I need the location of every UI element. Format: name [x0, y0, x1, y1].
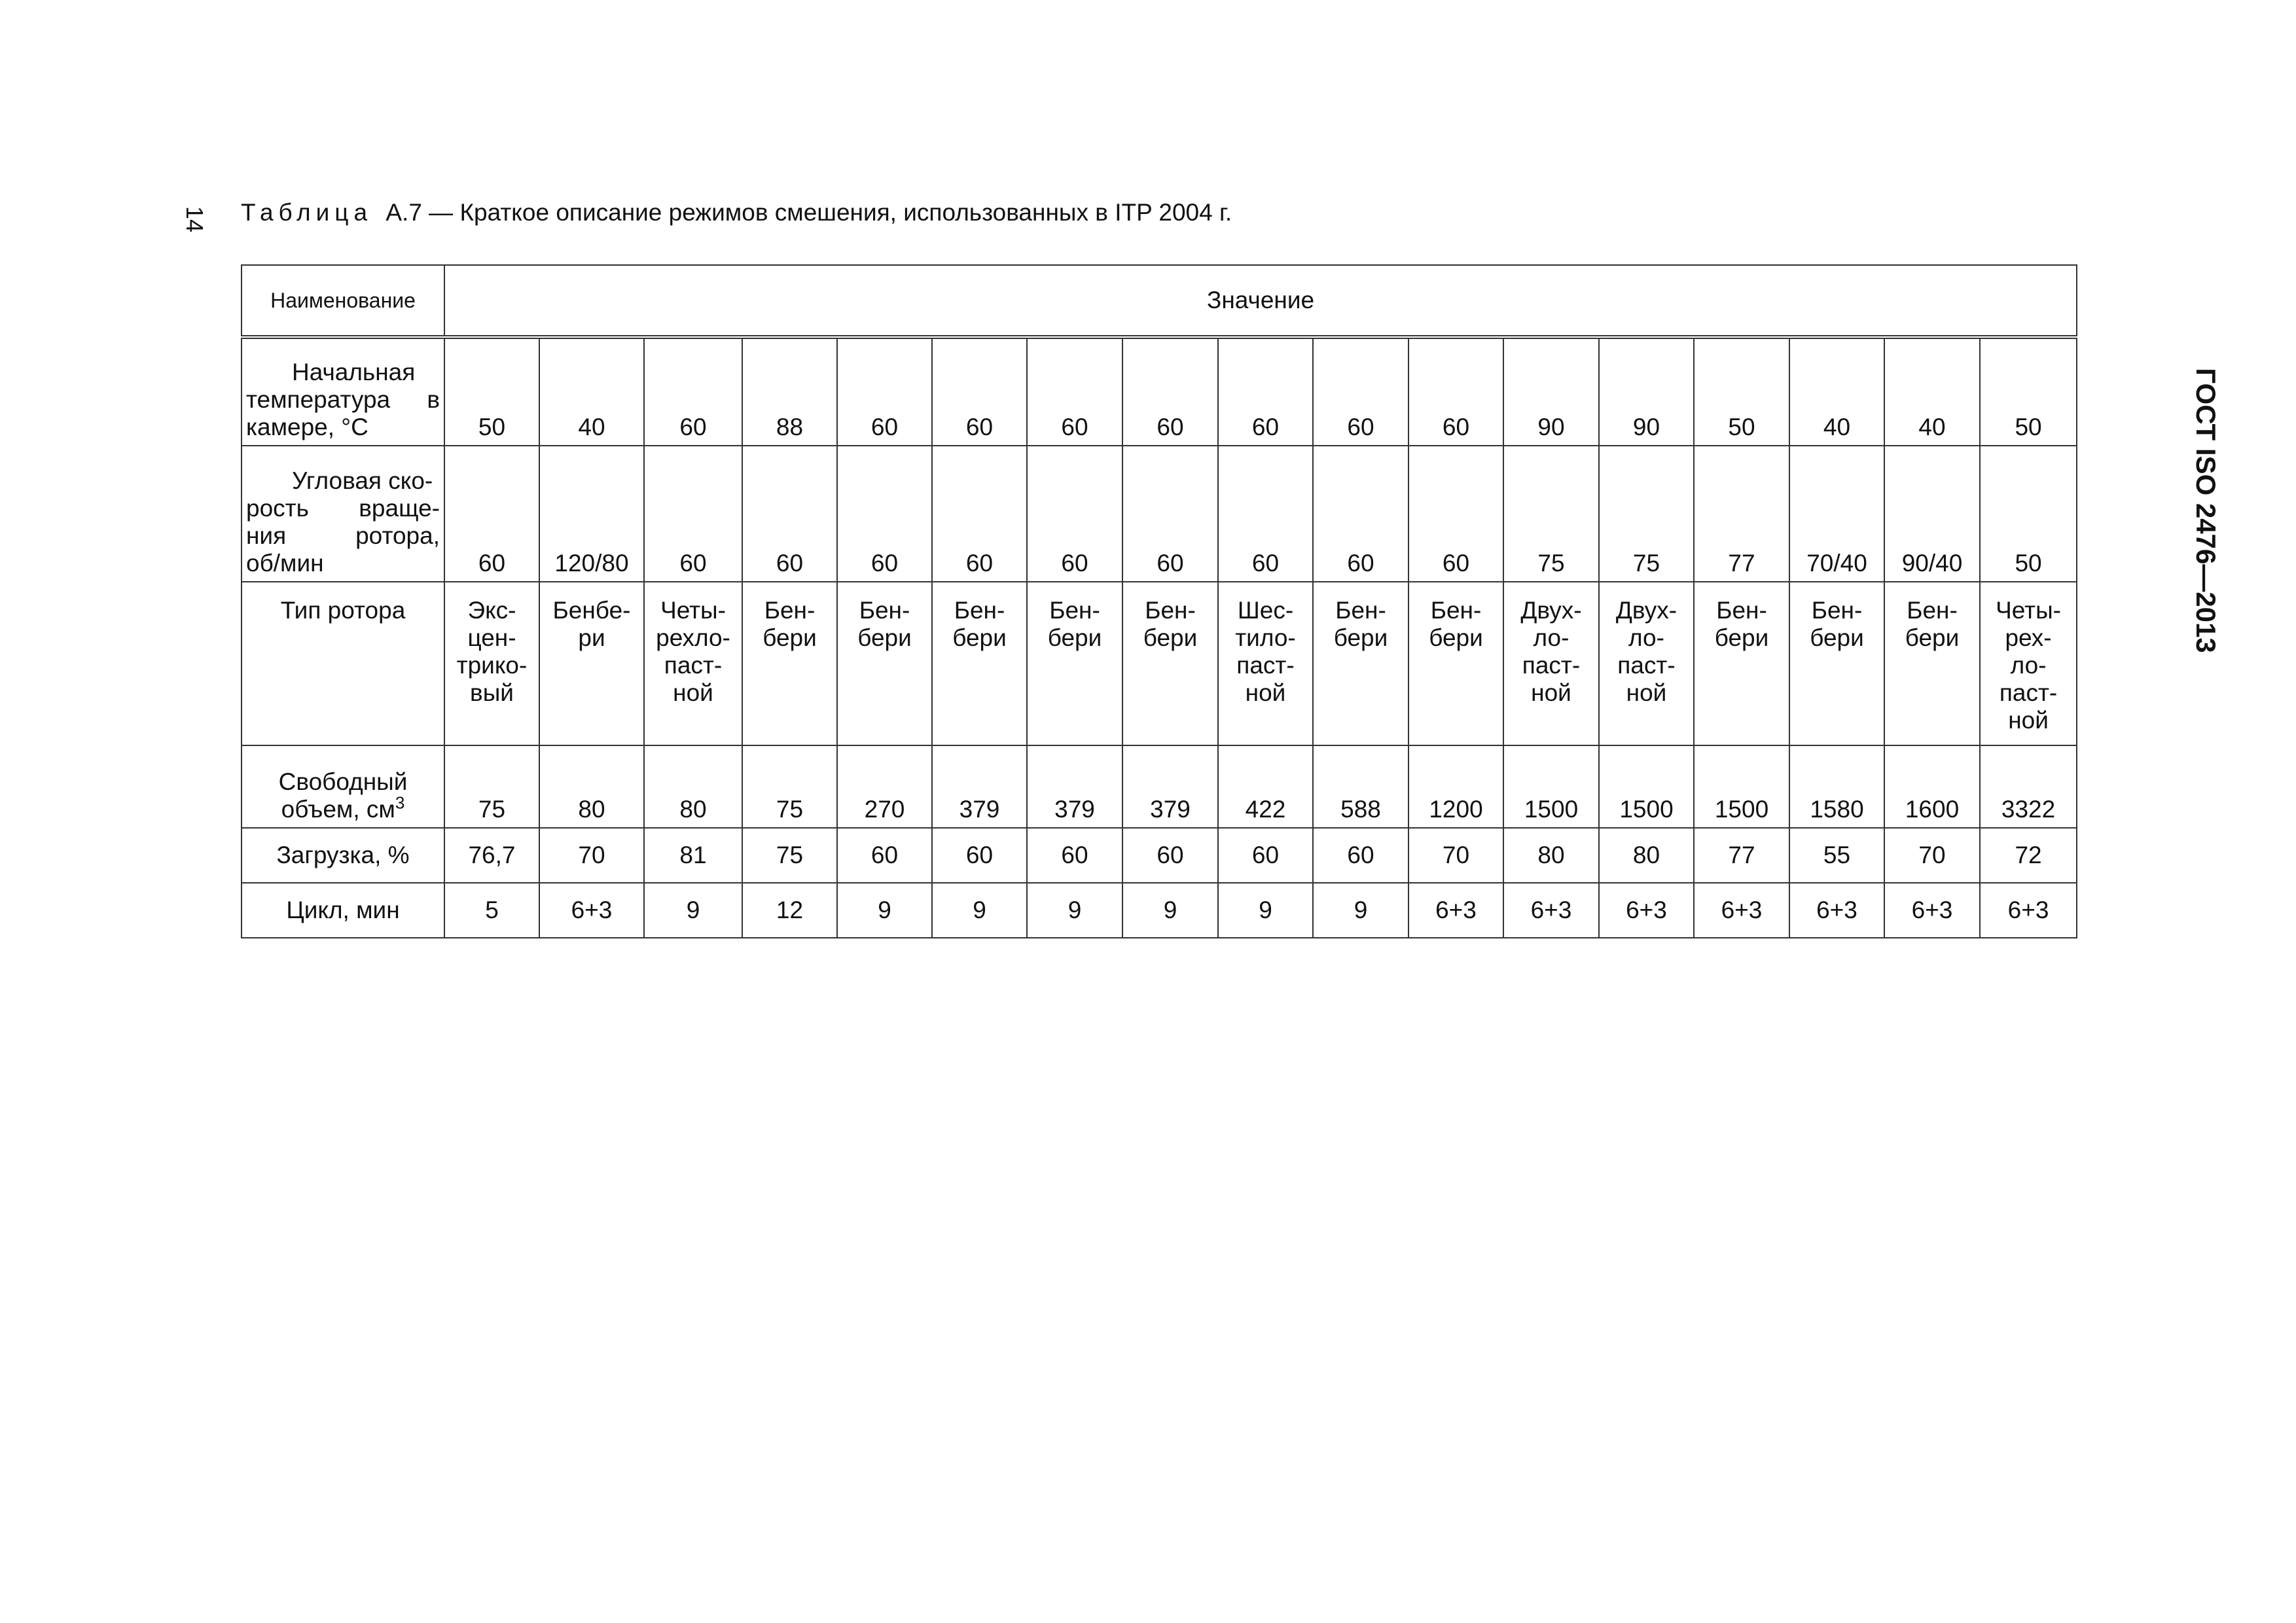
value-line: бери	[952, 624, 1007, 651]
row-load	[242, 828, 2077, 883]
value-cell	[932, 582, 1027, 745]
value-cell: 1500	[1599, 745, 1694, 828]
value-cell: 9	[837, 883, 932, 938]
value-cell: 70	[1884, 828, 1980, 883]
value-cell	[539, 582, 644, 745]
value-cell	[1503, 582, 1599, 745]
value-cell: 80	[539, 745, 644, 828]
value-line: Бен-	[1049, 597, 1100, 624]
row-rotor-type	[242, 582, 2077, 745]
value-line: ной	[1626, 679, 1667, 706]
value-cell: 9	[932, 883, 1027, 938]
value-cell	[1408, 582, 1503, 745]
mixing-modes-table	[241, 264, 2077, 938]
value-cell: 70	[539, 828, 644, 883]
value-cell: 60	[1408, 337, 1503, 446]
value-cell: 60	[1122, 828, 1218, 883]
value-cell: 120/80	[539, 446, 644, 582]
value-cell: 77	[1694, 828, 1789, 883]
value-line: паст-	[664, 652, 723, 679]
row-label-line: рость враще-	[246, 495, 440, 522]
value-line: Бенбе-	[552, 597, 631, 624]
value-cell: 50	[1980, 446, 2077, 582]
value-cell	[1122, 582, 1218, 745]
value-cell	[1313, 582, 1408, 745]
value-cell: 379	[1122, 745, 1218, 828]
value-cell: 90	[1503, 337, 1599, 446]
value-cell: 6+3	[1408, 883, 1503, 938]
value-line: ри	[578, 624, 605, 651]
value-line: паст-	[1617, 652, 1676, 679]
header-name: Наименование	[242, 265, 444, 337]
value-cell: 60	[742, 446, 837, 582]
row-label-line: Свободный	[278, 768, 408, 795]
value-cell: 60	[1218, 828, 1313, 883]
value-line: Бен-	[1716, 597, 1767, 624]
value-cell: 9	[644, 883, 742, 938]
value-cell: 6+3	[1599, 883, 1694, 938]
value-line: ной	[673, 679, 713, 706]
value-cell: 9	[1027, 883, 1122, 938]
value-cell	[1789, 582, 1884, 745]
value-cell: 88	[742, 337, 837, 446]
value-line: Шес-	[1237, 597, 1294, 624]
value-line: бери	[1333, 624, 1388, 651]
value-cell: 12	[742, 883, 837, 938]
value-line: ной	[1531, 679, 1571, 706]
row-label-speed	[242, 446, 444, 582]
value-cell: 1200	[1408, 745, 1503, 828]
table-caption-text: А.7 — Краткое описание режимов смешения, использованных в ITP 2004 г.	[386, 199, 1232, 226]
value-cell: 6+3	[1980, 883, 2077, 938]
value-line: Бен-	[954, 597, 1005, 624]
value-cell: 9	[1313, 883, 1408, 938]
value-line: бери	[1047, 624, 1102, 651]
value-line: Бен-	[1811, 597, 1863, 624]
value-cell	[837, 582, 932, 745]
row-label-line: Угловая ско-	[292, 467, 433, 494]
value-line: цен-	[467, 624, 516, 651]
value-line: ной	[2008, 707, 2049, 734]
value-cell	[1980, 582, 2077, 745]
value-cell: 40	[539, 337, 644, 446]
value-cell: 60	[644, 446, 742, 582]
value-cell: 60	[932, 828, 1027, 883]
value-line: тило-	[1235, 624, 1296, 651]
value-cell: 70	[1408, 828, 1503, 883]
document-code: ГОСТ ISO 2476—2013	[2191, 368, 2221, 653]
value-cell: 60	[444, 446, 539, 582]
value-cell: 60	[1027, 828, 1122, 883]
value-line: рехло-	[656, 624, 730, 651]
value-cell: 60	[837, 446, 932, 582]
value-line: Двух-	[1615, 597, 1677, 624]
value-line: ло-	[1533, 624, 1570, 651]
table-caption-label: Таблица	[241, 199, 373, 226]
value-cell	[1694, 582, 1789, 745]
value-cell: 422	[1218, 745, 1313, 828]
row-volume	[242, 745, 2077, 828]
value-line: Экс-	[467, 597, 516, 624]
value-cell	[1884, 582, 1980, 745]
value-cell: 60	[1122, 337, 1218, 446]
value-cell: 6+3	[1789, 883, 1884, 938]
value-cell: 90	[1599, 337, 1694, 446]
value-line: Четы-	[660, 597, 726, 624]
value-line: Бен-	[1430, 597, 1482, 624]
value-cell	[644, 582, 742, 745]
value-cell: 1580	[1789, 745, 1884, 828]
value-line: бери	[1714, 624, 1769, 651]
superscript: 3	[395, 793, 405, 813]
value-cell: 5	[444, 883, 539, 938]
value-cell: 9	[1122, 883, 1218, 938]
value-cell: 379	[1027, 745, 1122, 828]
row-label-line: камере, °С	[246, 414, 368, 440]
value-cell: 3322	[1980, 745, 2077, 828]
value-line: ной	[1245, 679, 1286, 706]
value-cell: 60	[644, 337, 742, 446]
value-cell: 75	[1503, 446, 1599, 582]
value-cell: 60	[932, 446, 1027, 582]
value-line: бери	[762, 624, 817, 651]
value-line: бери	[1810, 624, 1864, 651]
value-cell: 75	[444, 745, 539, 828]
value-cell: 90/40	[1884, 446, 1980, 582]
value-cell: 72	[1980, 828, 2077, 883]
value-line: бери	[1143, 624, 1198, 651]
value-line: бери	[1905, 624, 1960, 651]
value-line: Четы-	[1996, 597, 2061, 624]
value-cell: 60	[1313, 828, 1408, 883]
value-cell: 81	[644, 828, 742, 883]
table-header-row	[242, 265, 2077, 337]
value-cell: 60	[1313, 337, 1408, 446]
value-cell: 60	[1027, 337, 1122, 446]
header-value: Значение	[444, 265, 2077, 337]
value-line: Бен-	[1335, 597, 1386, 624]
row-label-rotor-type: Тип ротора	[242, 582, 444, 745]
value-cell: 80	[1599, 828, 1694, 883]
value-line: Бен-	[764, 597, 816, 624]
value-cell	[1218, 582, 1313, 745]
value-cell: 6+3	[539, 883, 644, 938]
value-cell: 1500	[1503, 745, 1599, 828]
value-cell: 80	[1503, 828, 1599, 883]
page-number: 14	[181, 205, 208, 233]
value-cell: 40	[1884, 337, 1980, 446]
value-cell: 1600	[1884, 745, 1980, 828]
value-line: паст-	[1999, 679, 2058, 706]
value-line: ло-	[2010, 652, 2047, 679]
value-line: ло-	[1628, 624, 1664, 651]
value-cell: 76,7	[444, 828, 539, 883]
value-cell: 60	[1408, 446, 1503, 582]
value-cell: 50	[1980, 337, 2077, 446]
row-temperature	[242, 337, 2077, 446]
value-line: Бен-	[859, 597, 910, 624]
value-cell: 60	[1218, 337, 1313, 446]
value-cell: 60	[837, 337, 932, 446]
row-label-line: ния ротора,	[246, 522, 440, 549]
row-label-cycle: Цикл, мин	[242, 883, 444, 938]
value-cell: 6+3	[1694, 883, 1789, 938]
value-cell: 40	[1789, 337, 1884, 446]
value-cell: 588	[1313, 745, 1408, 828]
value-cell: 60	[932, 337, 1027, 446]
value-cell	[742, 582, 837, 745]
value-cell: 50	[1694, 337, 1789, 446]
row-label-line: объем, см	[281, 796, 395, 823]
value-line: бери	[857, 624, 912, 651]
value-line: Бен-	[1145, 597, 1196, 624]
value-cell: 75	[1599, 446, 1694, 582]
value-line: трико-	[456, 652, 528, 679]
value-line: Двух-	[1520, 597, 1582, 624]
value-cell: 75	[742, 828, 837, 883]
value-cell: 270	[837, 745, 932, 828]
value-cell: 80	[644, 745, 742, 828]
value-cell: 75	[742, 745, 837, 828]
row-speed	[242, 446, 2077, 582]
value-cell	[1027, 582, 1122, 745]
value-line: паст-	[1522, 652, 1581, 679]
row-cycle	[242, 883, 2077, 938]
value-line: Бен-	[1907, 597, 1958, 624]
value-cell: 70/40	[1789, 446, 1884, 582]
value-cell: 379	[932, 745, 1027, 828]
row-label-line: Начальная	[292, 359, 416, 385]
value-cell: 6+3	[1503, 883, 1599, 938]
value-line: бери	[1429, 624, 1483, 651]
value-line: паст-	[1236, 652, 1295, 679]
value-cell: 60	[1313, 446, 1408, 582]
value-cell	[1599, 582, 1694, 745]
row-label-temperature	[242, 337, 444, 446]
row-label-volume	[242, 745, 444, 828]
table-caption	[241, 196, 1232, 229]
value-cell: 55	[1789, 828, 1884, 883]
value-cell: 9	[1218, 883, 1313, 938]
value-cell: 77	[1694, 446, 1789, 582]
value-cell: 60	[1027, 446, 1122, 582]
value-cell: 1500	[1694, 745, 1789, 828]
value-cell: 60	[837, 828, 932, 883]
value-cell: 60	[1218, 446, 1313, 582]
value-line: вый	[470, 679, 514, 706]
value-line: рех-	[2005, 624, 2052, 651]
row-label-load: Загрузка, %	[242, 828, 444, 883]
value-cell: 6+3	[1884, 883, 1980, 938]
value-cell	[444, 582, 539, 745]
row-label-line: температура в	[246, 386, 440, 413]
value-cell: 50	[444, 337, 539, 446]
row-label-line: об/мин	[246, 550, 324, 577]
value-cell: 60	[1122, 446, 1218, 582]
